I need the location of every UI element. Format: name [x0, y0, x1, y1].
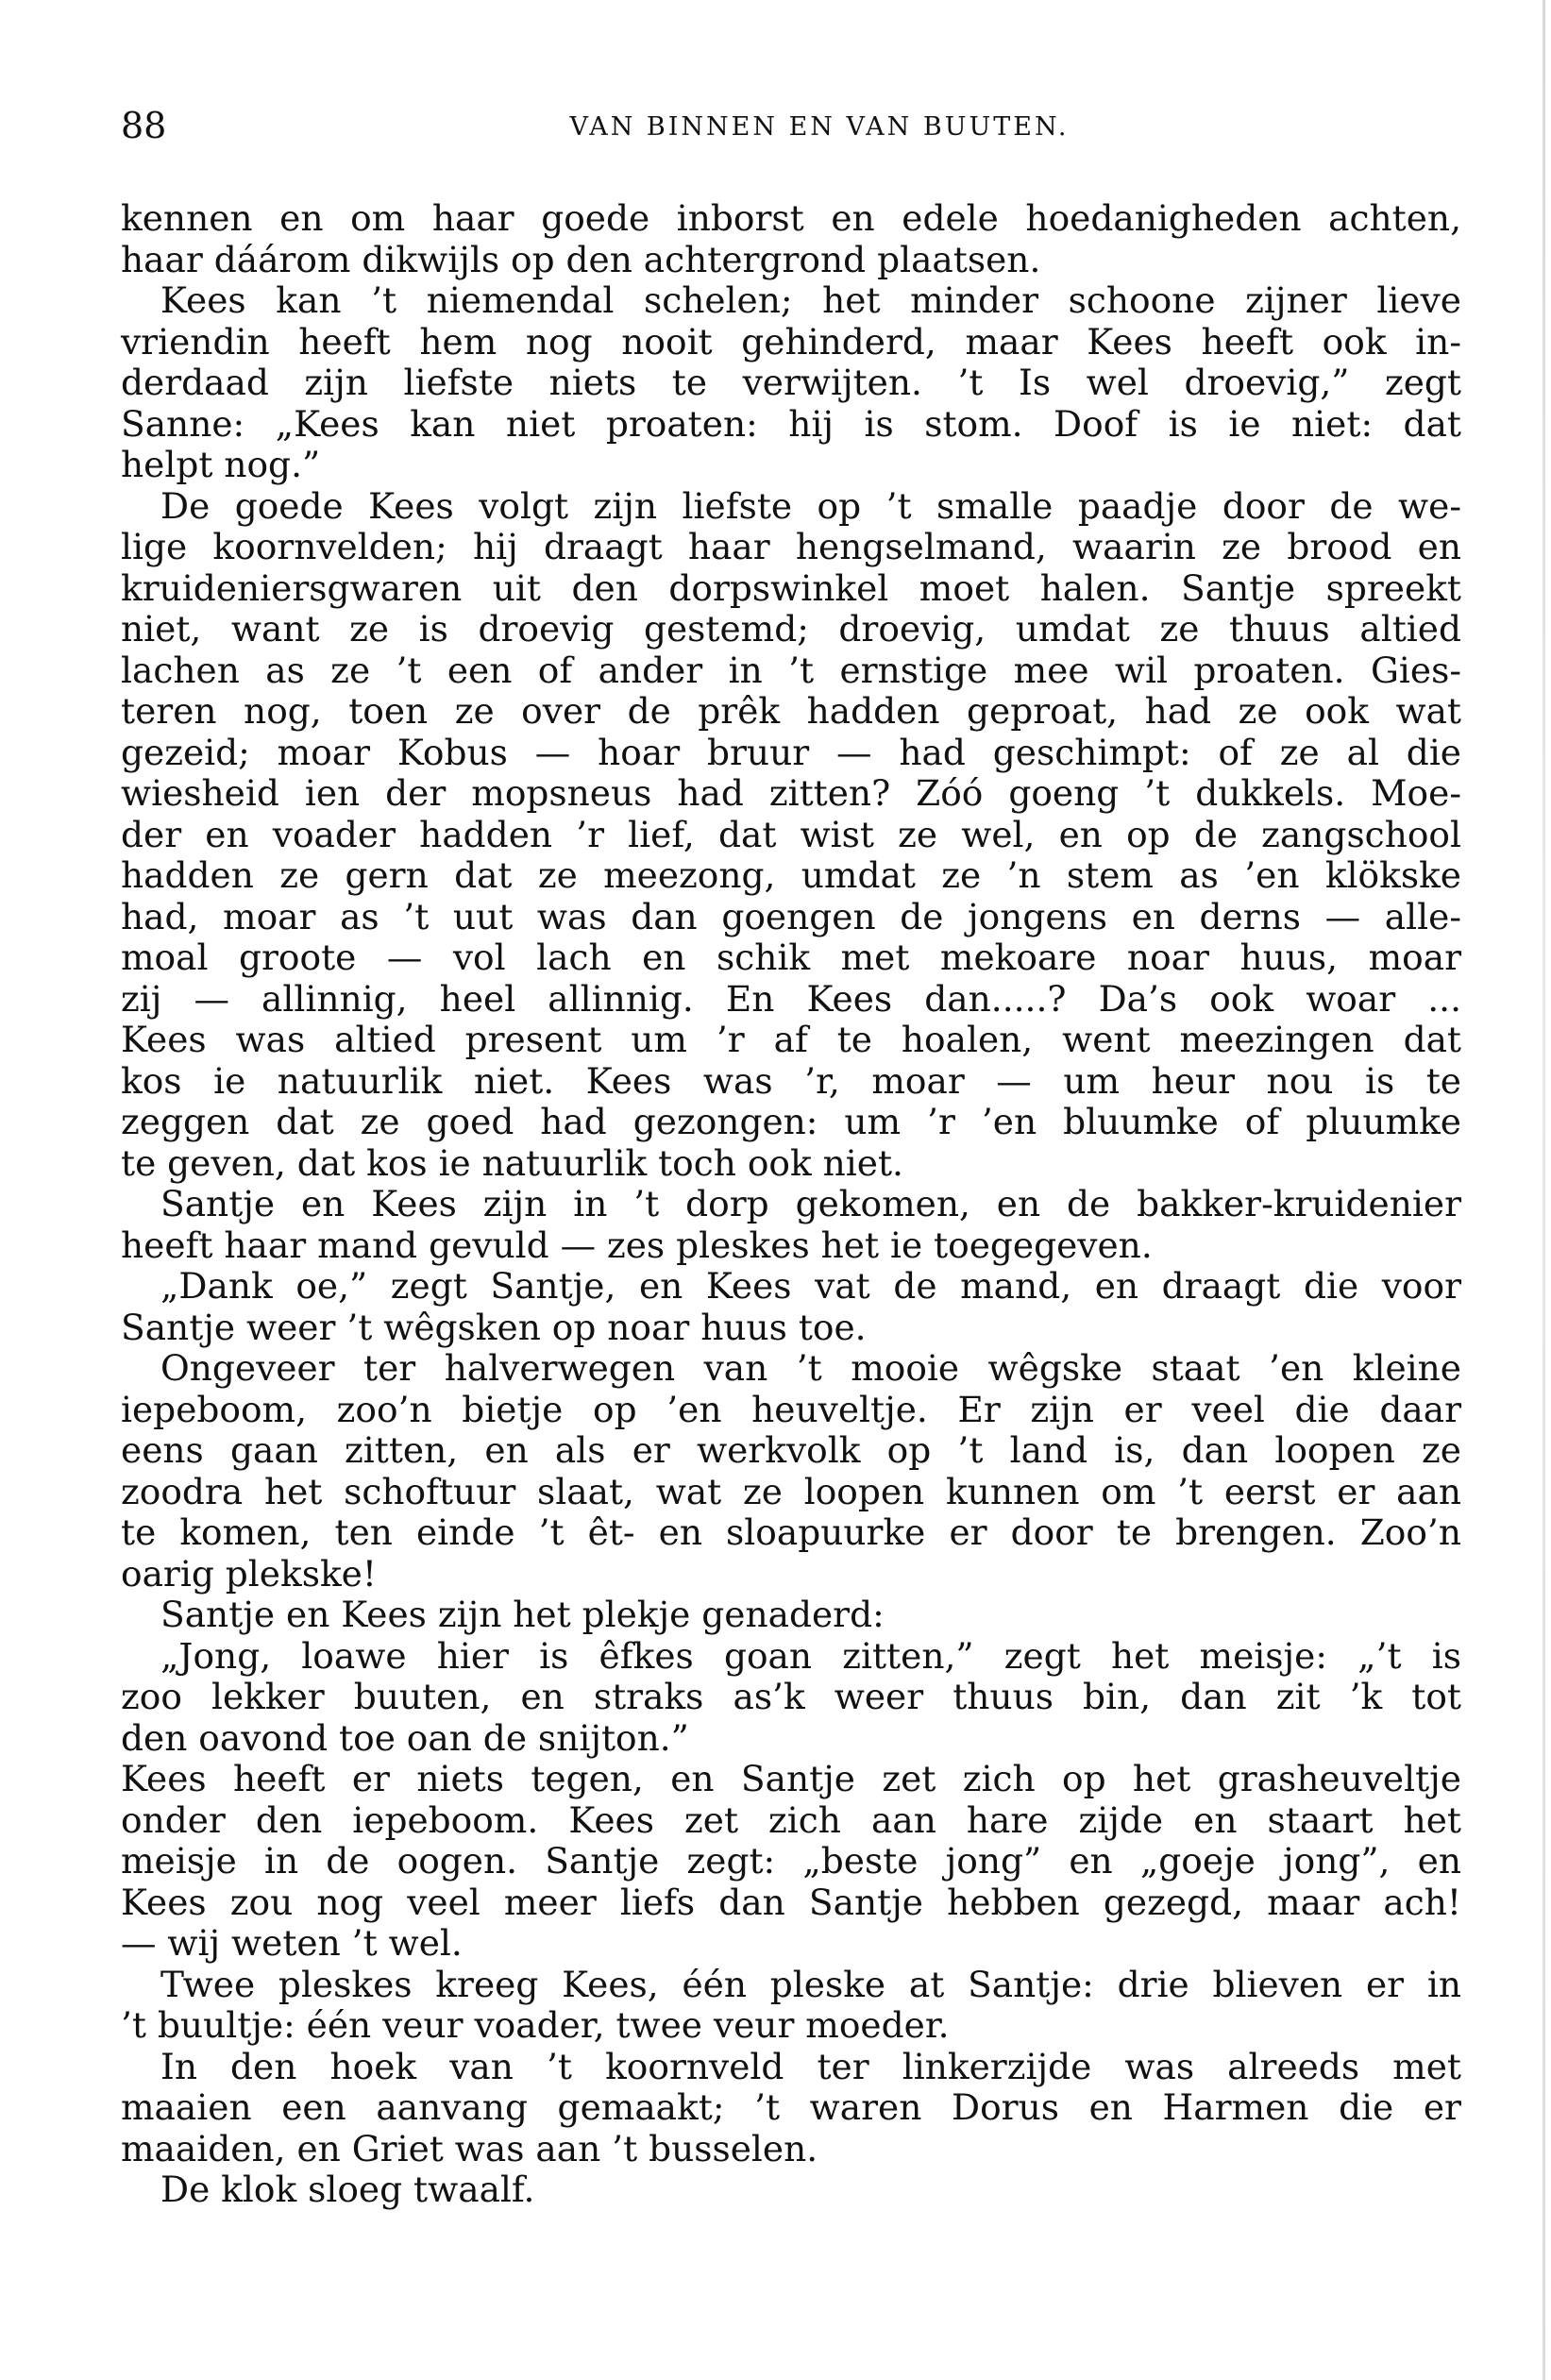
- text-line: zoodra het schoftuur slaat, wat ze loopen kunnen om ’t eerst er aan: [121, 1470, 1461, 1512]
- page-header: [121, 102, 1461, 149]
- text-line: teren nog, toen ze over de prêk hadden geproat, had ze ook wat: [121, 690, 1461, 732]
- text-line: — wij weten ’t wel.: [121, 1922, 463, 1964]
- text-line: Kees zou nog veel meer liefs dan Santje hebben gezegd, maar ach!: [121, 1881, 1461, 1923]
- text-line: had, moar as ’t uut was dan goengen de jongens en derns — alle-: [121, 895, 1461, 937]
- page-number: 88: [121, 105, 167, 146]
- text-line: „Jong, loawe hier is êfkes goan zitten,” zegt het meisje: „’t is: [160, 1634, 1461, 1677]
- text-line: zij — allinnig, heel allinnig. En Kees dan.....? Da’s ook woar ...: [121, 977, 1461, 1020]
- text-line: zoo lekker buuten, en straks as’k weer thuus bin, dan zit ’k tot: [121, 1676, 1461, 1717]
- text-line: derdaad zijn liefste niets te verwijten. ’t Is wel droevig,” zegt: [121, 362, 1461, 403]
- text-line: gezeid; moar Kobus — hoar bruur — had geschimpt: of ze al die: [121, 731, 1461, 773]
- text-line: haar dáárom dikwijls op den achtergrond plaatsen.: [121, 238, 1041, 280]
- text-line: onder den iepeboom. Kees zet zich aan hare zijde en staart het: [121, 1798, 1461, 1841]
- text-line: maaien een aanvang gemaakt; ’t waren Dorus en Harmen die er: [121, 2086, 1461, 2128]
- text-line: eens gaan zitten, en als er werkvolk op ’t land is, dan loopen ze: [121, 1429, 1461, 1471]
- text-line: Kees heeft er niets tegen, en Santje zet zich op het grasheuveltje: [121, 1758, 1461, 1799]
- text-line: In den hoek van ’t koornveld ter linkerzijde was alreeds met: [160, 2045, 1461, 2087]
- text-line: der en voader hadden ’r lief, dat wist ze wel, en op de zangschool: [121, 813, 1461, 855]
- running-head: VAN BINNEN EN VAN BUUTEN.: [569, 112, 1070, 142]
- text-line: Santje weer ’t wêgsken op noar huus toe.: [121, 1306, 867, 1348]
- text-line: meisje in de oogen. Santje zegt: „beste jong” en „goeje jong”, en: [121, 1840, 1461, 1882]
- text-line: ’t buultje: één veur voader, twee veur moeder.: [121, 2004, 950, 2046]
- text-line: iepeboom, zoo’n bietje op ’en heuveltje. Er zijn er veel die daar: [121, 1388, 1461, 1430]
- text-line: Santje en Kees zijn het plekje genaderd:: [160, 1594, 885, 1635]
- text-line: Twee pleskes kreeg Kees, één pleske at Santje: drie blieven er in: [160, 1963, 1461, 2005]
- text-line: Sanne: „Kees kan niet proaten: hij is stom. Doof is ie niet: dat: [121, 402, 1461, 445]
- text-line: moal groote — vol lach en schik met mekoare noar huus, moar: [121, 937, 1461, 978]
- text-line: niet, want ze is droevig gestemd; droevig, umdat ze thuus altied: [121, 608, 1461, 650]
- text-line: kennen en om haar goede inborst en edele hoedanigheden achten,: [121, 197, 1461, 239]
- text-line: Kees kan ’t niemendal schelen; het minder schoone zijner lieve: [160, 279, 1461, 321]
- text-line: Santje en Kees zijn in ’t dorp gekomen, en de bakker-kruidenier: [160, 1183, 1461, 1224]
- text-line: kruideniersgwaren uit den dorpswinkel moet halen. Santje spreekt: [121, 566, 1461, 609]
- text-line: kos ie natuurlik niet. Kees was ’r, moar — um heur nou is te: [121, 1059, 1461, 1102]
- text-line: te komen, ten einde ’t êt- en sloapuurke er door te brengen. Zoo’n: [121, 1511, 1461, 1553]
- body-text: [121, 198, 1461, 2211]
- text-line: vriendin heeft hem nog nooit gehinderd, maar Kees heeft ook in-: [121, 320, 1461, 363]
- text-line: maaiden, en Griet was aan ’t busselen.: [121, 2127, 818, 2169]
- text-line: te geven, dat kos ie natuurlik toch ook niet.: [121, 1141, 903, 1184]
- text-line: hadden ze gern dat ze meezong, umdat ze ’n stem as ’en klökske: [121, 854, 1461, 896]
- text-line: Kees was altied present um ’r af te hoalen, went meezingen dat: [121, 1019, 1461, 1060]
- text-line: wiesheid ien der mopsneus had zitten? Zóó goeng ’t dukkels. Moe-: [121, 772, 1461, 814]
- text-line: helpt nog.”: [121, 444, 321, 485]
- text-line: heeft haar mand gevuld — zes pleskes het ie toegegeven.: [121, 1224, 1153, 1266]
- text-line: lige koornvelden; hij draagt haar hengselmand, waarin ze brood en: [121, 526, 1461, 567]
- text-line: den oavond toe oan de snijton.”: [121, 1716, 689, 1759]
- text-line: Ongeveer ter halverwegen van ’t mooie wêgske staat ’en kleine: [160, 1347, 1461, 1389]
- page-edge-shadow: [1543, 0, 1545, 2380]
- text-line: „Dank oe,” zegt Santje, en Kees vat de mand, en draagt die voor: [160, 1265, 1461, 1307]
- text-line: De goede Kees volgt zijn liefste op ’t smalle paadje door de we-: [160, 484, 1461, 527]
- text-line: lachen as ze ’t een of ander in ’t ernstige mee wil proaten. Gies-: [121, 649, 1461, 691]
- text-line: oarig plekske!: [121, 1552, 377, 1595]
- text-line: De klok sloeg twaalf.: [160, 2169, 535, 2210]
- text-line: zeggen dat ze goed had gezongen: um ’r ’en bluumke of pluumke: [121, 1101, 1461, 1142]
